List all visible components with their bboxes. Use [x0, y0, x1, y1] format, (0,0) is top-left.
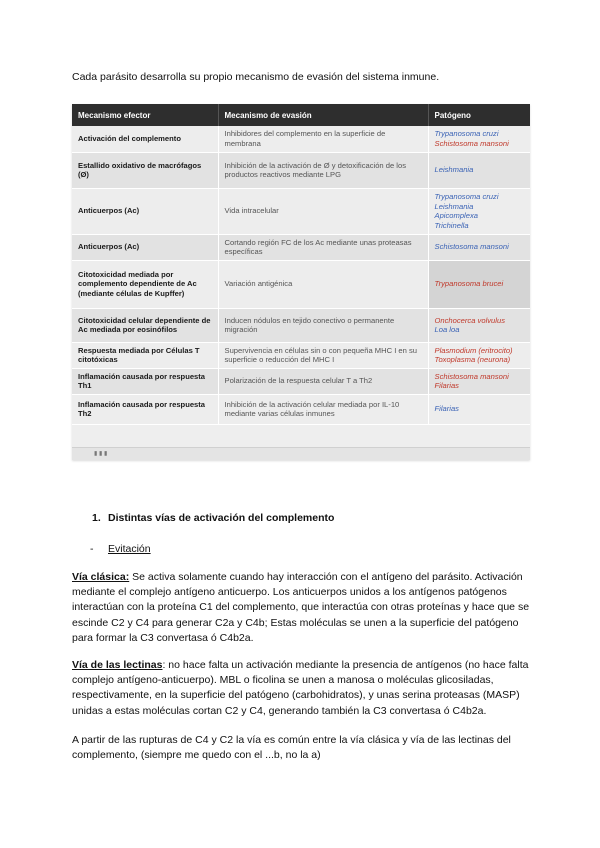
- mechanism-cell: Anticuerpos (Ac): [72, 188, 218, 234]
- subitem: [90, 543, 151, 555]
- paragraph-via-clasica: [72, 570, 532, 646]
- pathogen-cell: [428, 188, 530, 234]
- mechanism-cell: Respuesta mediada por Células T citotóxicas: [72, 342, 218, 368]
- column-header-mechanism: Mecanismo efector: [72, 104, 218, 126]
- pathogen-cell: [428, 342, 530, 368]
- pathogen-name: Trypanosoma brucei: [434, 279, 504, 289]
- section-heading: [92, 512, 334, 524]
- column-header-evasion: Mecanismo de evasión: [218, 104, 428, 126]
- table-row: [72, 368, 530, 394]
- mechanism-cell: Citotoxicidad mediada por complemento dependiente de Ac (mediante células de Kupffer): [72, 260, 218, 308]
- text-via-clasica: Se activa solamente cuando hay interacción con el antígeno del parásito. Activación mediante el complejo antígeno anticuerpo. Los anticuerpos unidos a los antígenos patógenos interactúan con la proteína C1 del complemento, que interactúa con otras proteínas y hace que se escinde C2 y C4 para generar C2a y C4b; Estas moléculas se unen a la superficie del patógeno para formar la C3 convertasa ó C4b2a.: [72, 571, 530, 644]
- paragraph-via-lectinas: [72, 658, 532, 719]
- pathogen-name: Apicomplexa: [434, 211, 478, 220]
- table-image-footer: [72, 447, 530, 460]
- pathogen-name: Filarias: [434, 381, 459, 390]
- evasion-table: [72, 104, 530, 425]
- evasion-cell: Vida intracelular: [218, 188, 428, 234]
- column-header-pathogen: Patógeno: [428, 104, 530, 126]
- table-row: [72, 126, 530, 152]
- mechanism-cell: Anticuerpos (Ac): [72, 234, 218, 260]
- subitem-bullet: -: [90, 543, 94, 555]
- term-via-lectinas: Vía de las lectinas: [72, 659, 163, 671]
- pathogen-name: Schistosoma mansoni: [434, 371, 509, 381]
- pathogen-cell: [428, 152, 530, 188]
- mechanism-cell: Inflamación causada por respuesta Th2: [72, 394, 218, 424]
- pathogen-name: Plasmodium (eritrocito): [434, 345, 513, 355]
- subitem-label: Evitación: [108, 543, 151, 555]
- section-title: Distintas vías de activación del complemento: [108, 512, 335, 524]
- evasion-cell: Polarización de la respuesta celular T a Th2: [218, 368, 428, 394]
- pathogen-cell: [428, 308, 530, 342]
- table-row: [72, 234, 530, 260]
- evasion-cell: Inhibición de la activación celular mediada por IL-10 mediante varias células inmunes: [218, 394, 428, 424]
- evasion-table-image: [72, 104, 530, 460]
- pathogen-name: Leishmania: [434, 165, 474, 175]
- mechanism-cell: Citotoxicidad celular dependiente de Ac mediada por eosinófilos: [72, 308, 218, 342]
- footer-mark: ▮ ▮ ▮: [94, 451, 108, 457]
- mechanism-cell: Inflamación causada por respuesta Th1: [72, 368, 218, 394]
- intro-sentence: Cada parásito desarrolla su propio mecanismo de evasión del sistema inmune.: [72, 71, 440, 83]
- pathogen-cell: [428, 368, 530, 394]
- table-header-row: [72, 104, 530, 126]
- table-row: [72, 394, 530, 424]
- term-via-clasica: Vía clásica:: [72, 571, 130, 583]
- evasion-cell: Cortando región FC de los Ac mediante unas proteasas específicas: [218, 234, 428, 260]
- table-row: [72, 152, 530, 188]
- table-row: [72, 308, 530, 342]
- pathogen-cell: [428, 260, 530, 308]
- text-via-lectinas: : no hace falta un activación mediante la presencia de antígenos (no hace falta complejo antígeno-anticuerpo). MBL o ficolina se unen a manosa o moléculas glicosiladas, respectivamente, en la superficie del patógeno (carbohidratos), y unas serina proteasas (MASP) unidas a estas moléculas cortan C2 y C4, generando también la C3 convertasa ó C4b2a.: [72, 659, 529, 717]
- table-row: [72, 260, 530, 308]
- pathogen-name: Onchocerca volvulus: [434, 315, 505, 325]
- pathogen-name: Loa loa: [434, 325, 460, 334]
- mechanism-cell: Estallido oxidativo de macrófagos (Ø): [72, 152, 218, 188]
- paragraph-conclusion: A partir de las rupturas de C4 y C2 la vía es común entre la vía clásica y vía de las lectinas del complemento, (siempre me quedo con el ...b, no la a): [72, 734, 511, 762]
- evasion-cell: Supervivencia en células sin o con pequeña MHC I en su superficie o reducción del MHC I: [218, 342, 428, 368]
- pathogen-name: Trichinella: [434, 220, 469, 230]
- evasion-cell: Inhibidores del complemento en la superficie de membrana: [218, 126, 428, 152]
- evasion-cell: Variación antigénica: [218, 260, 428, 308]
- mechanism-cell: Activación del complemento: [72, 126, 218, 152]
- table-row: [72, 188, 530, 234]
- pathogen-cell: [428, 126, 530, 152]
- pathogen-name: Schistosoma mansoni: [434, 242, 509, 252]
- pathogen-cell: [428, 234, 530, 260]
- pathogen-cell: [428, 394, 530, 424]
- table-row: [72, 342, 530, 368]
- pathogen-name: Trypanosoma cruzi: [434, 192, 499, 201]
- pathogen-name: Leishmania: [434, 201, 474, 211]
- pathogen-name: Schistosoma mansoni: [434, 138, 509, 148]
- pathogen-name: Toxoplasma (neurona): [434, 355, 511, 364]
- pathogen-name: Filarias: [434, 404, 459, 414]
- section-number: 1.: [92, 512, 101, 524]
- evasion-cell: Inducen nódulos en tejido conectivo o permanente migración: [218, 308, 428, 342]
- pathogen-name: Trypanosoma cruzi: [434, 129, 499, 139]
- evasion-cell: Inhibición de la activación de Ø y detoxificación de los productos reactivos mediante LPG: [218, 152, 428, 188]
